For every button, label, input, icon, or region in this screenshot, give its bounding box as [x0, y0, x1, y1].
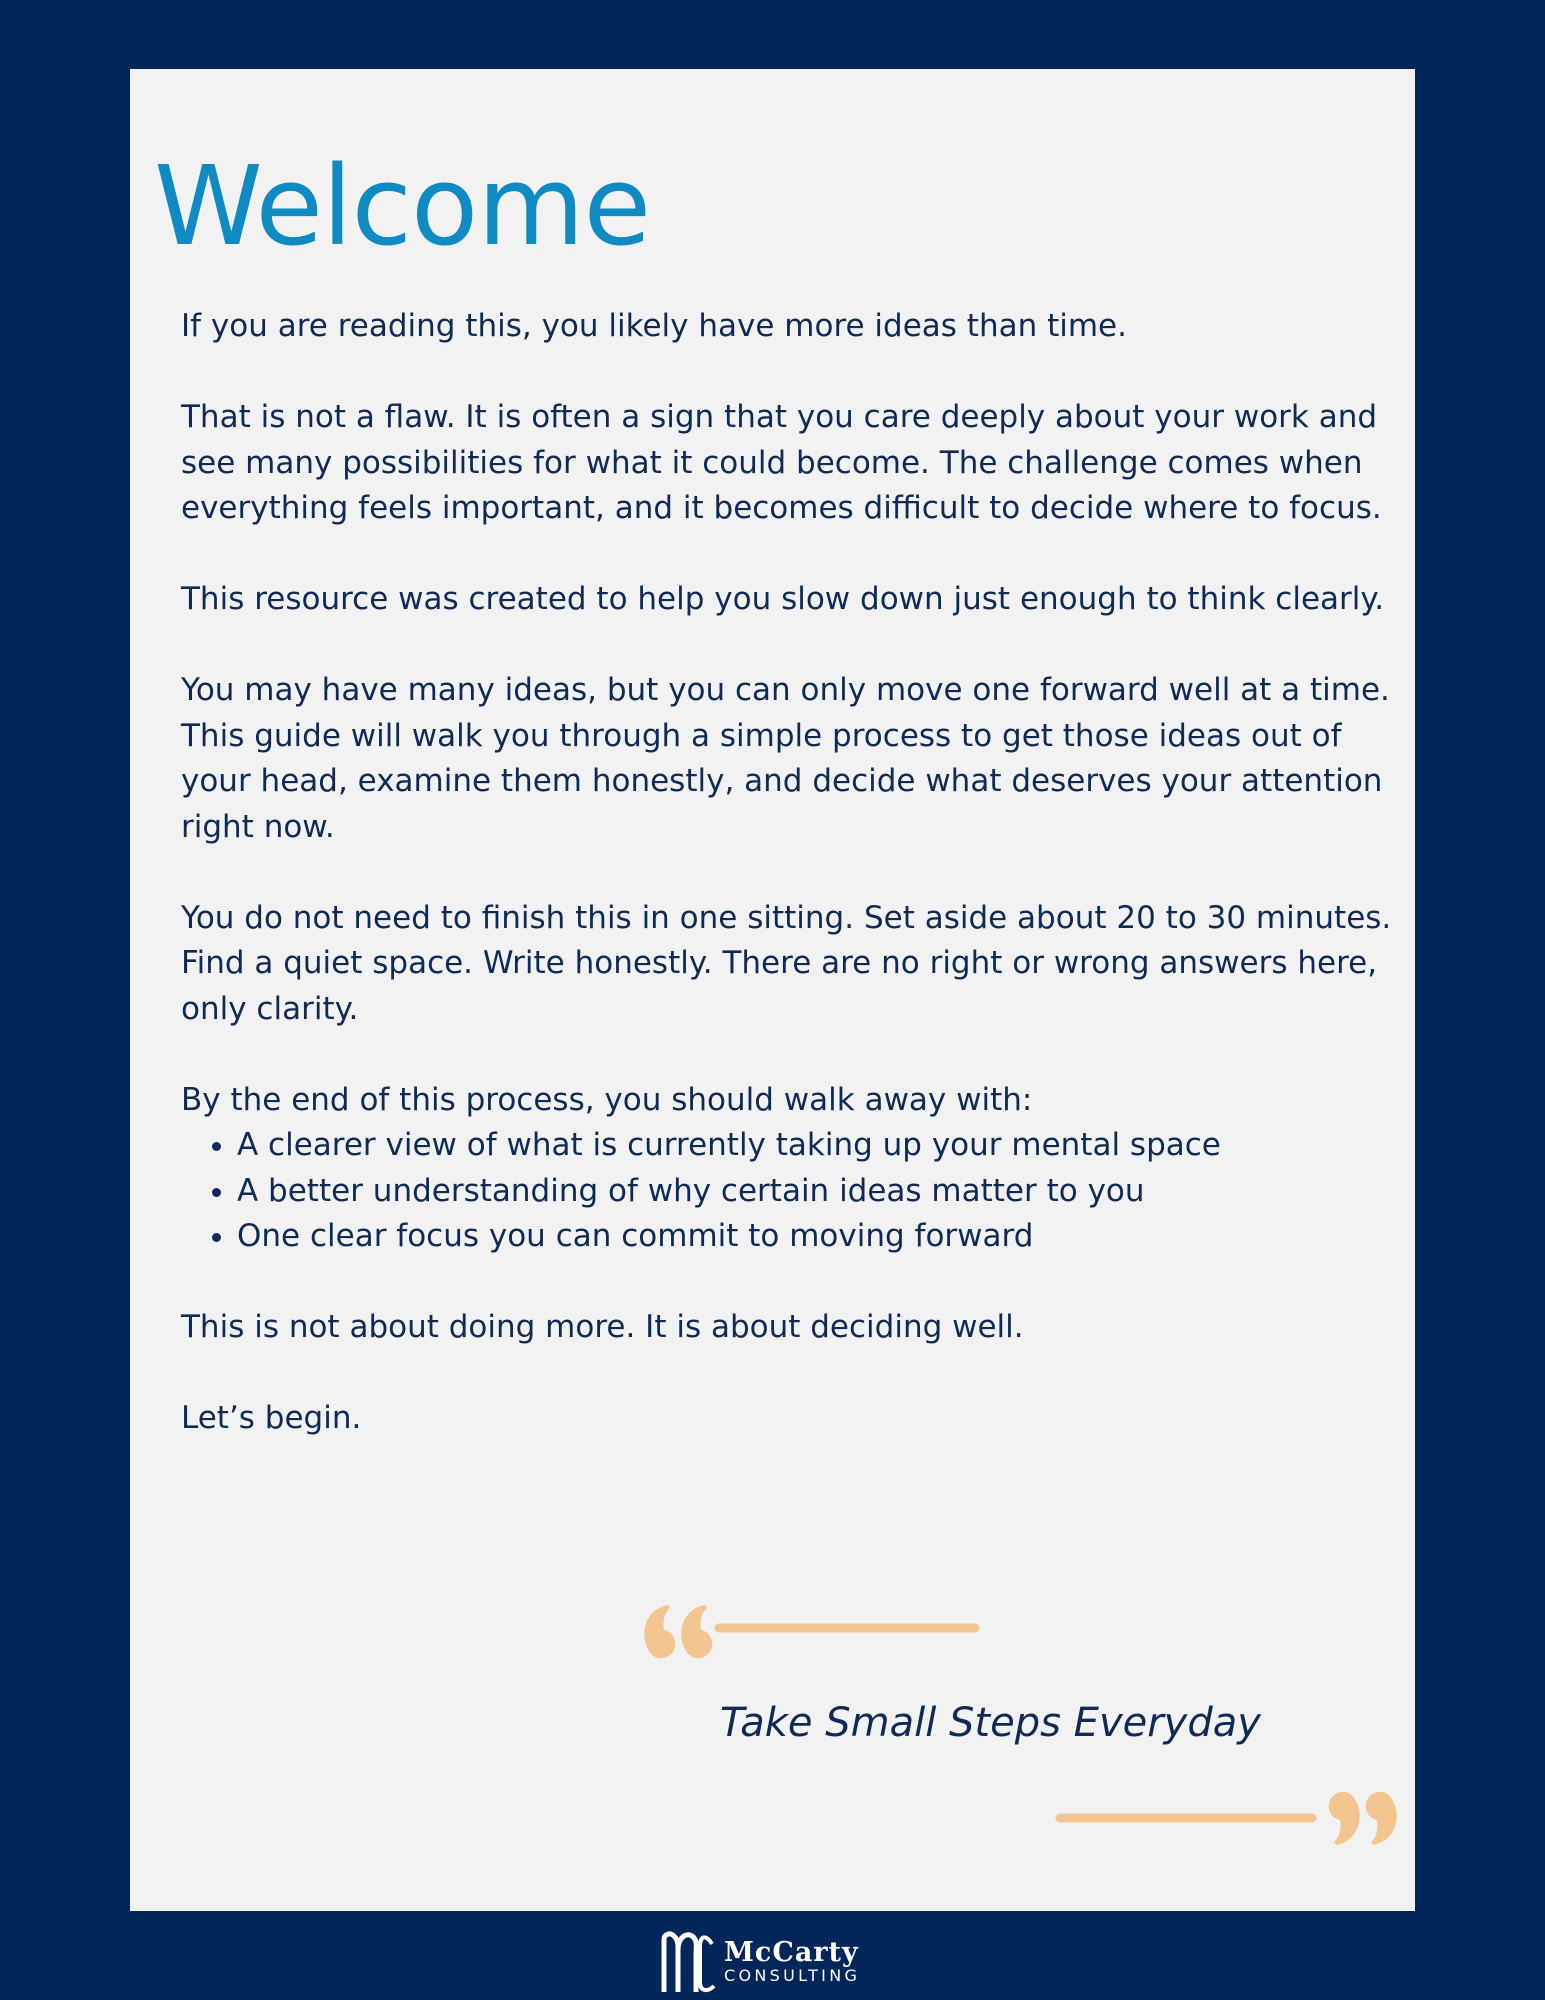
outcomes-list: [181, 1123, 1401, 1260]
paragraph-guide-overview: You may have many ideas, but you can only move one forward well at a time. This guide will walk you through a simple process to get those ideas out of your head, examine them honestly, and decide what deserves your attention right now.: [181, 672, 1390, 845]
quote-text: Take Small Steps Everyday: [720, 1700, 1261, 1746]
logo-name: McCarty: [724, 1937, 859, 1968]
paragraph-outcomes-lead: By the end of this process, you should walk away with:: [181, 1081, 1033, 1118]
paragraph-lets-begin: Let’s begin.: [181, 1400, 362, 1436]
paragraph-resource-purpose: This resource was created to help you slow down just enough to think clearly.: [181, 581, 1385, 617]
outcome-item: • A clearer view of what is currently taking up your mental space: [237, 1123, 1401, 1169]
company-logo: [660, 1930, 860, 1994]
paragraph-time-instructions: You do not need to finish this in one sitting. Set aside about 20 to 30 minutes. Find a quiet space. Write honestly. There are no right or wrong answers here, only clarity.: [181, 899, 1392, 1027]
paragraph-not-a-flaw: That is not a flaw. It is often a sign that you care deeply about your work and see many possibilities for what it could become. The challenge comes when everything feels important, and it becomes difficult to decide where to focus.: [181, 399, 1382, 526]
mc-monogram-icon: [660, 1930, 718, 1994]
paragraph-deciding-well: This is not about doing more. It is about deciding well.: [181, 1309, 1024, 1345]
page-title: Welcome: [154, 142, 651, 270]
intro-body: [181, 304, 1401, 1487]
logo-wordmark: [724, 1939, 860, 1985]
outcome-item: • A better understanding of why certain ideas matter to you: [237, 1169, 1401, 1215]
outcome-item: • One clear focus you can commit to moving forward: [237, 1214, 1401, 1260]
logo-subtitle: CONSULTING: [724, 1966, 861, 1985]
paragraph-intro: If you are reading this, you likely have more ideas than time.: [181, 308, 1127, 344]
